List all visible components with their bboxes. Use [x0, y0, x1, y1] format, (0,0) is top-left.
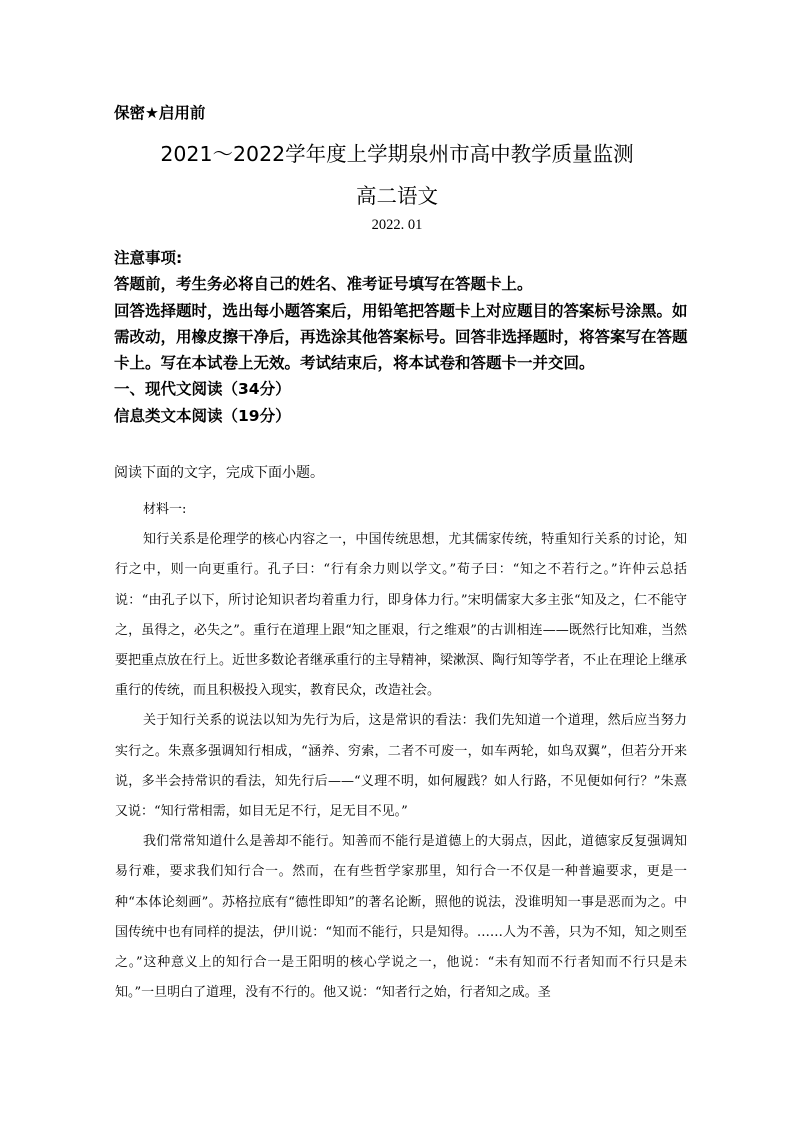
exam-date: 2022. 01: [371, 217, 423, 233]
exam-title: 2021～2022学年度上学期泉州市高中教学质量监测: [160, 142, 634, 166]
notes-item-1: 答题前，考生务必将自己的姓名、准考证号填写在答题卡上。: [114, 275, 533, 294]
material-paragraph: 关于知行关系的说法以知为先行为后，这是常识的看法：我们先知道一个道理，然后应当努力实行之。朱熹多强调知行相成，“涵养、穷索，二者不可废一，如车两轮，如鸟双翼”，但若分开来说，多半会持常识的看法，知先行后——“义理不明，如何履践？如人行路，不见便如何行？”朱熹又说：“知行常相需，如目无足不行，足无目不见。”: [115, 713, 687, 820]
notes-block: [114, 245, 694, 429]
reading-instruction: 阅读下面的文字，完成下面小题。: [114, 465, 324, 481]
notes-heading: 注意事项:: [114, 249, 183, 267]
material-label: 材料一:: [143, 502, 187, 517]
material-paragraph: 知行关系是伦理学的核心内容之一，中国传统思想，尤其儒家传统，特重知行关系的讨论，知行之中，则一向更重行。孔子曰：“行有余力则以学文。”荀子曰：“知之不若行之。”许仲云总括说：“由孔子以下，所讨论知识者均着重力行，即身体力行。”宋明儒家大多主张“知及之，仁不能守之，虽得之，必失之”。重行在道理上跟“知之匪艰，行之维艰”的古训相连——既然行比知难，当然要把重点放在行上。近世多数论者继承重行的主导精神，梁漱溟、陶行知等学者，不止在理论上继承重行的传统，而且积极投入现实，教育民众，改造社会。: [115, 532, 688, 699]
section-heading: 一、现代文阅读（34分）: [114, 380, 291, 399]
exam-subject: 高二语文: [356, 184, 438, 208]
reading-material: [115, 495, 687, 1008]
notes-item-2: 回答选择题时，选出每小题答案后，用铅笔把答题卡上对应题目的答案标号涂黑。如需改动，用橡皮擦干净后，再选涂其他答案标号。回答非选择题时，将答案写在答题卡上。写在本试卷上无效。考试结束后，将本试卷和答题卡一并交回。: [114, 301, 688, 373]
confidential-label: 保密★启用前: [114, 104, 206, 122]
subsection-heading: 信息类文本阅读（19分）: [114, 406, 291, 425]
material-paragraph: 我们常常知道什么是善却不能行。知善而不能行是道德上的大弱点，因此，道德家反复强调知易行难，要求我们知行合一。然而，在有些哲学家那里，知行合一不仅是一种普遍要求，更是一种“本体论刻画”。苏格拉底有“德性即知”的著名论断，照他的说法，没谁明知一事是恶而为之。中国传统中也有同样的提法，伊川说：“知而不能行，只是知得。……人为不善，只为不知，知之则至之。”这种意义上的知行合一是王阳明的核心学说之一，他说：“未有知而不行者知而不行只是未知。”一旦明白了道理，没有不行的。他又说：“知者行之始，行者知之成。圣: [115, 834, 687, 1001]
